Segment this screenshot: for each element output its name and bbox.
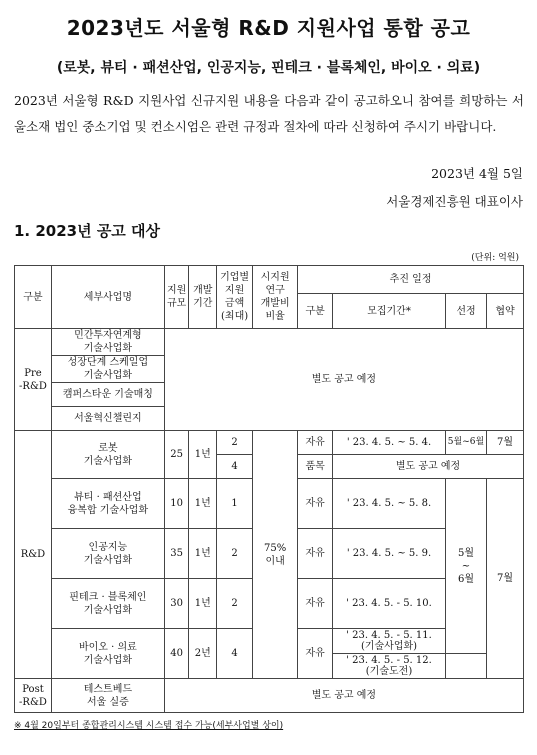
post-rnd-category: Post -R&D <box>15 679 52 713</box>
ai-type: 자유 <box>298 529 333 579</box>
bio-recruit-2: ' 23. 4. 5. - 5. 12. (기술도전) <box>333 654 446 679</box>
header-agreement: 협약 <box>487 294 524 329</box>
issuing-organization: 서울경제진흥원 대표이사 <box>386 194 523 209</box>
robot-agreement: 7월 <box>487 431 524 455</box>
robot-designated-note: 별도 공고 예정 <box>333 455 524 479</box>
header-program: 세부사업명 <box>51 266 164 329</box>
program-table <box>14 265 524 713</box>
bio-scale: 40 <box>164 629 189 679</box>
fintech-amount: 2 <box>217 579 253 629</box>
table-row <box>15 679 524 713</box>
header-ratio: 시지원 연구 개발비 비율 <box>253 266 298 329</box>
fintech-scale: 30 <box>164 579 189 629</box>
group-agreement: 7월 <box>487 479 524 679</box>
header-schedule: 추진 일정 <box>298 266 524 294</box>
robot-amount-free: 2 <box>217 431 253 455</box>
unit-note: (단위: 억원) <box>471 253 519 263</box>
pre-rnd-program: 서울혁신챌린지 <box>51 407 164 431</box>
ai-scale: 35 <box>164 529 189 579</box>
robot-scale: 25 <box>164 431 189 479</box>
pre-rnd-category: Pre -R&D <box>15 329 52 431</box>
fintech-period: 1년 <box>189 579 217 629</box>
footnote: ※ 4월 20일부터 종합관리시스템 시스템 접수 가능(세부사업별 상이) <box>14 721 284 731</box>
group-selection: 5월 ~ 6월 <box>445 479 486 654</box>
table-row <box>15 329 524 356</box>
bio-amount: 4 <box>217 629 253 679</box>
header-type: 구분 <box>298 294 333 329</box>
header-recruit: 모집기간* <box>333 294 446 329</box>
beauty-type: 자유 <box>298 479 333 529</box>
header-amount: 기업별 지원 금액 (최대) <box>217 266 253 329</box>
rnd-category: R&D <box>15 431 52 679</box>
section-heading: 1. 2023년 공고 대상 <box>14 222 161 240</box>
post-rnd-note: 별도 공고 예정 <box>164 679 523 713</box>
page-subtitle: (로봇, 뷰티 · 패션산업, 인공지능, 핀테크 · 블록체인, 바이오 · 의료) <box>56 60 481 76</box>
header-category: 구분 <box>15 266 52 329</box>
beauty-recruit: ' 23. 4. 5. ~ 5. 8. <box>333 479 446 529</box>
ai-program: 인공지능 기술사업화 <box>51 529 164 579</box>
bio-period: 2년 <box>189 629 217 679</box>
ai-period: 1년 <box>189 529 217 579</box>
robot-type-free: 자유 <box>298 431 333 455</box>
intro-paragraph: 2023년 서울형 R&D 지원사업 신규지원 내용을 다음과 같이 공고하오니 참여를 희망하는 서울소재 법인 중소기업 및 컨소시엄은 관련 규정과 절차에 따라 신청하여 주시기 바랍니다. <box>14 93 524 134</box>
robot-program: 로봇 기술사업화 <box>51 431 164 479</box>
pre-rnd-program: 민간투자연계형 기술사업화 <box>51 329 164 356</box>
page-title: 2023년도 서울형 R&D 지원사업 통합 공고 <box>66 16 471 40</box>
robot-amount-designated: 4 <box>217 455 253 479</box>
robot-type-designated: 품목 <box>298 455 333 479</box>
robot-recruit-free: ' 23. 4. 5. ~ 5. 4. <box>333 431 446 455</box>
post-rnd-program: 테스트베드 서울 실증 <box>51 679 164 713</box>
header-period: 개발 기간 <box>189 266 217 329</box>
ai-amount: 2 <box>217 529 253 579</box>
fintech-recruit: ' 23. 4. 5. - 5. 10. <box>333 579 446 629</box>
ai-recruit: ' 23. 4. 5. ~ 5. 9. <box>333 529 446 579</box>
header-scale: 지원 규모 <box>164 266 189 329</box>
announcement-date: 2023년 4월 5일 <box>431 166 523 181</box>
table-header-row <box>15 266 524 294</box>
bio-recruit-1: ' 23. 4. 5. - 5. 11. (기술사업화) <box>333 629 446 654</box>
bio-program: 바이오 · 의료 기술사업화 <box>51 629 164 679</box>
pre-rnd-note: 별도 공고 예정 <box>164 329 523 431</box>
table-row <box>15 431 524 455</box>
pre-rnd-program: 캠퍼스타운 기술매칭 <box>51 383 164 407</box>
beauty-period: 1년 <box>189 479 217 529</box>
beauty-amount: 1 <box>217 479 253 529</box>
pre-rnd-program: 성장단계 스케일업 기술사업화 <box>51 356 164 383</box>
rnd-ratio: 75% 이내 <box>253 431 298 679</box>
beauty-program: 뷰티 · 패션산업 융복합 기술사업화 <box>51 479 164 529</box>
fintech-program: 핀테크 · 블록체인 기술사업화 <box>51 579 164 629</box>
header-selection: 선정 <box>445 294 486 329</box>
robot-selection: 5월~6월 <box>445 431 486 455</box>
bio-type: 자유 <box>298 629 333 679</box>
beauty-scale: 10 <box>164 479 189 529</box>
fintech-type: 자유 <box>298 579 333 629</box>
robot-period: 1년 <box>189 431 217 479</box>
